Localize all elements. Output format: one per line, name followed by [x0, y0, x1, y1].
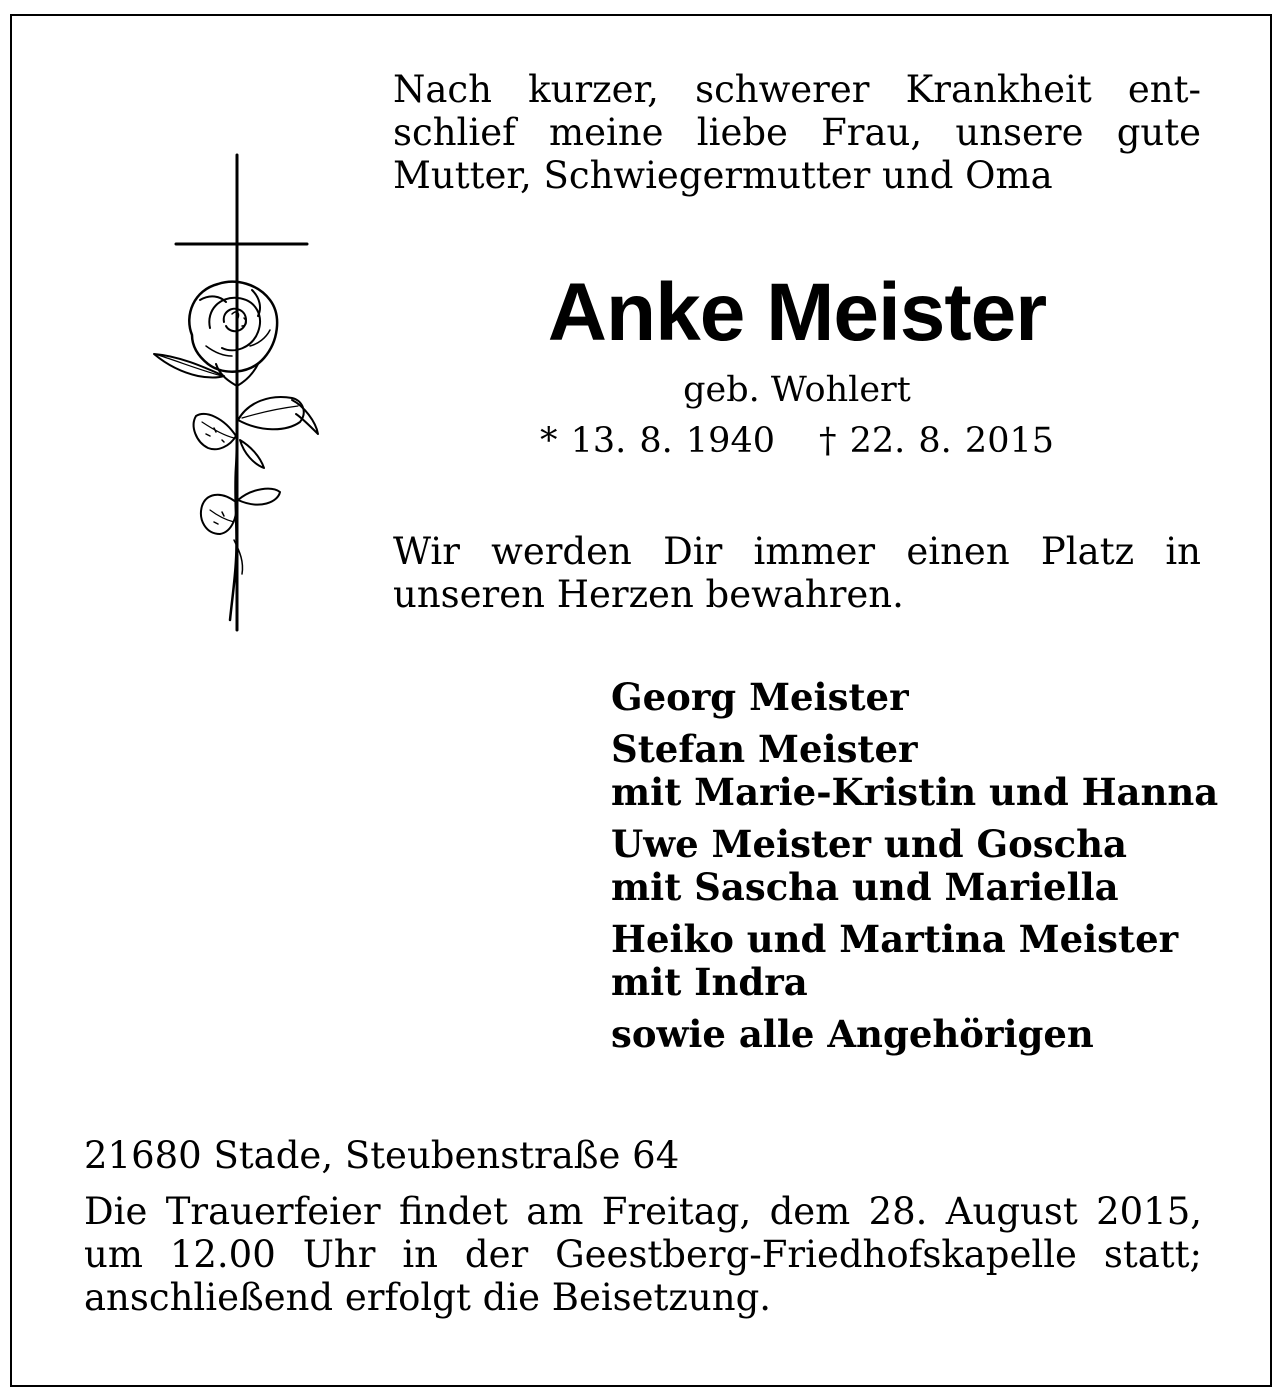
family-line: sowie alle Angehörigen: [611, 1012, 1094, 1056]
intro-line: Mutter, Schwiegermutter und Oma: [393, 154, 1053, 197]
quote-line: Wir werden Dir immer einen Platz in: [393, 530, 1201, 573]
service-line: um 12.00 Uhr in der Geestberg-Friedhofskapelle statt;: [84, 1233, 1202, 1276]
family-line: Heiko und Martina Meister: [611, 917, 1179, 961]
family-line: mit Sascha und Mariella: [611, 865, 1119, 909]
intro-line: Nach kurzer, schwerer Krankheit ent-: [393, 68, 1201, 111]
family-group: [611, 823, 1211, 909]
birth-date: * 13. 8. 1940: [539, 421, 775, 461]
service-line: anschließend erfolgt die Beisetzung.: [84, 1276, 772, 1319]
family-line: Uwe Meister und Goscha: [611, 822, 1127, 866]
family-line: Georg Meister: [611, 675, 909, 719]
family-group: [611, 727, 1219, 814]
memorial-quote: [393, 530, 1201, 616]
family-line: mit Indra: [611, 960, 808, 1004]
death-date: † 22. 8. 2015: [819, 421, 1055, 461]
intro-text: [393, 68, 1201, 197]
deceased-name: Anke Meister: [547, 267, 1047, 358]
family-line: Stefan Meister: [611, 727, 918, 771]
quote-line: unseren Herzen bewahren.: [393, 573, 904, 616]
maiden-name: geb. Wohlert: [683, 370, 911, 410]
intro-line: schlief meine liebe Frau, unsere gute: [393, 111, 1201, 154]
funeral-service-info: [84, 1190, 1202, 1319]
service-line: Die Trauerfeier findet am Freitag, dem 28. August 2015,: [84, 1190, 1202, 1233]
family-line: mit Marie-Kristin und Hanna: [611, 770, 1219, 814]
family-group: [611, 918, 1211, 1004]
family-signatures: [611, 675, 1219, 1056]
family-group: [611, 676, 1211, 719]
mourning-address: 21680 Stade, Steubenstraße 64: [84, 1134, 680, 1177]
life-dates: [393, 420, 1201, 462]
family-group: [611, 1013, 1211, 1056]
cross-with-rose-icon: [140, 150, 330, 635]
